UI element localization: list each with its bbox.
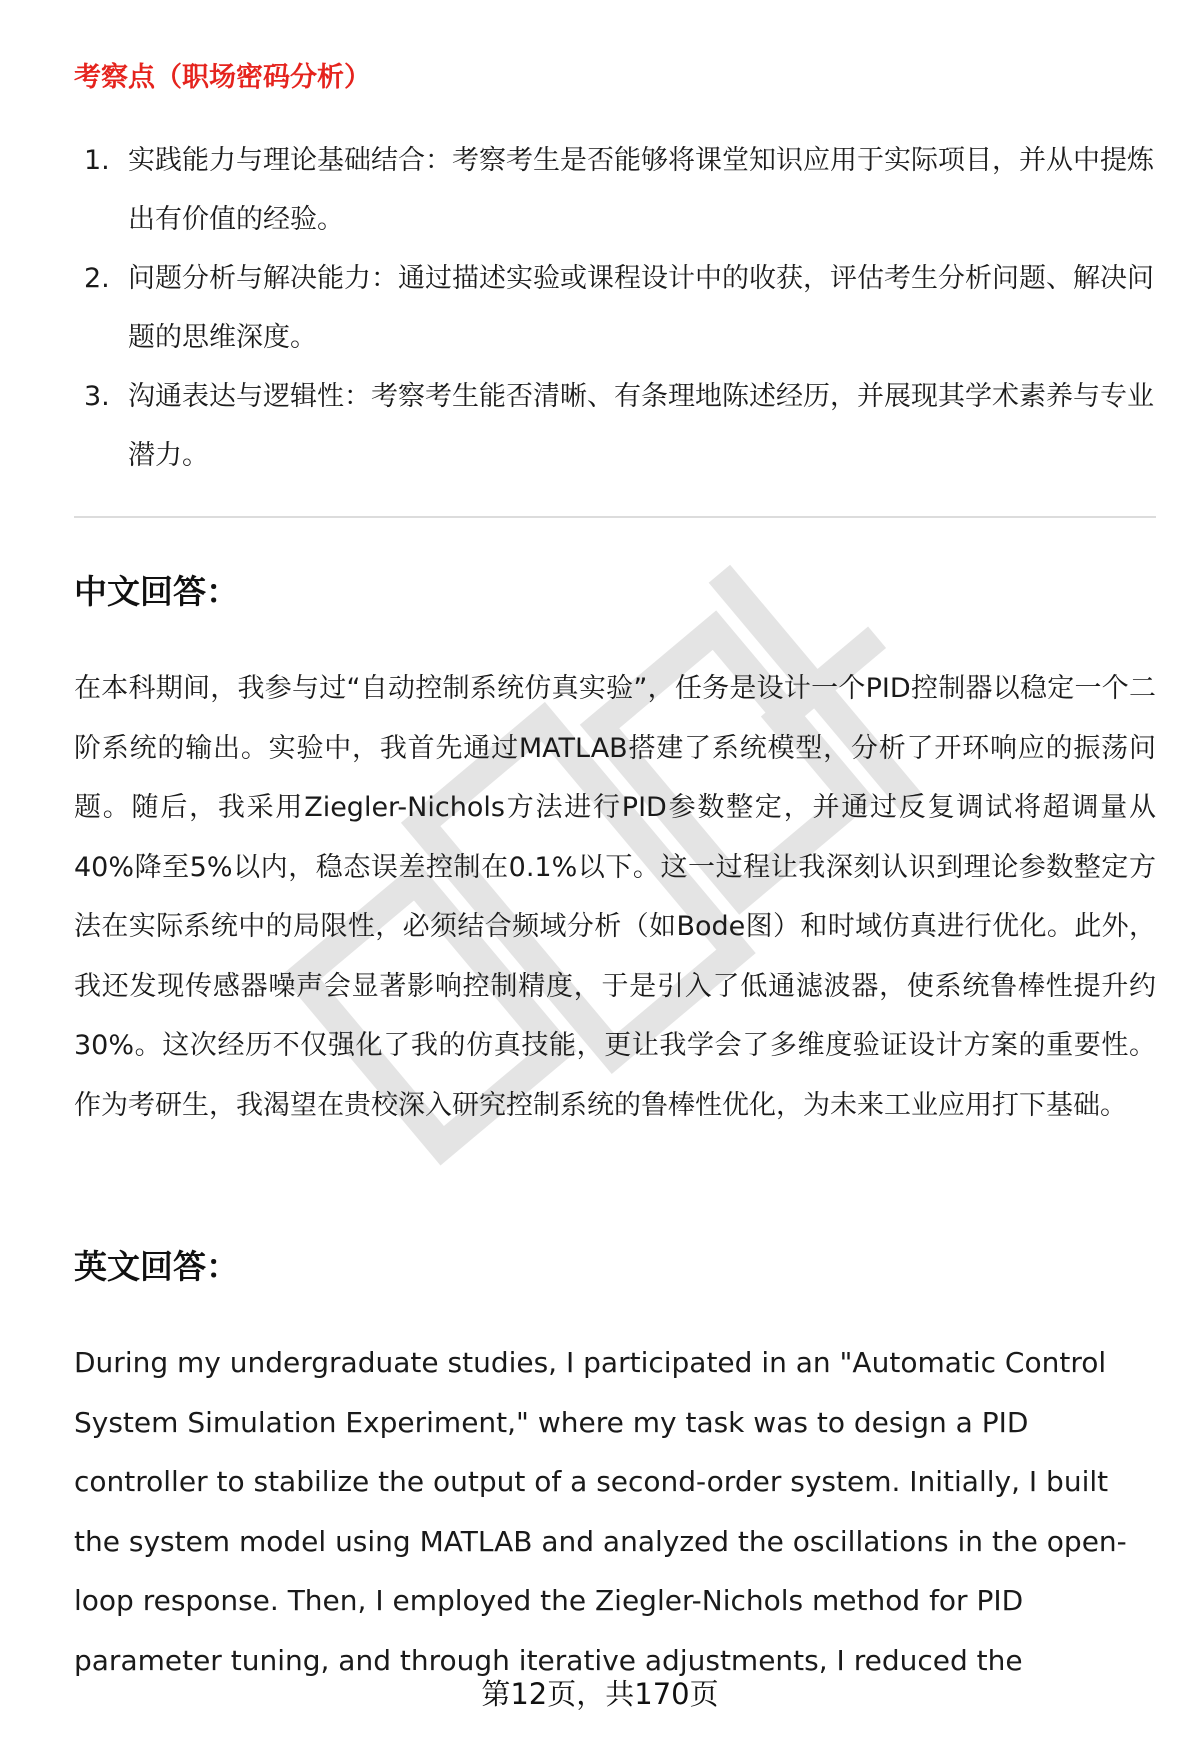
point-text: 实践能力与理论基础结合：考察考生是否能够将课堂知识应用于实际项目，并从中提炼出有价值的经验。 bbox=[128, 145, 1154, 235]
chinese-answer-heading: 中文回答： bbox=[74, 572, 239, 611]
point-number: 3. bbox=[84, 381, 110, 412]
point-number: 1. bbox=[84, 145, 110, 176]
assessment-point bbox=[74, 249, 1154, 367]
section-divider bbox=[74, 516, 1156, 518]
assessment-points-list bbox=[74, 131, 1154, 485]
english-answer-body: During my undergraduate studies, I participated in an "Automatic Control System Simulation Experiment," where my task was to design a PID controller to stabilize the output of a second-order system. Initially, I built the system model using MATLAB and analyzed the oscillations in the open-loop response. Then, I employed the Ziegler-Nichols method for PID parameter tuning, and through iterative adjustments, I reduced the bbox=[74, 1346, 1127, 1677]
point-text: 沟通表达与逻辑性：考察考生能否清晰、有条理地陈述经历，并展现其学术素养与专业潜力。 bbox=[128, 381, 1154, 471]
english-answer-heading: 英文回答： bbox=[74, 1247, 239, 1286]
assessment-title: 考察点（职场密码分析） bbox=[74, 62, 371, 93]
assessment-point bbox=[74, 131, 1154, 249]
page-number-footer: 第12页，共170页 bbox=[481, 1677, 719, 1711]
assessment-point bbox=[74, 367, 1154, 485]
point-number: 2. bbox=[84, 263, 110, 294]
chinese-answer-body: 在本科期间，我参与过“自动控制系统仿真实验”，任务是设计一个PID控制器以稳定一个二阶系统的输出。实验中，我首先通过MATLAB搭建了系统模型，分析了开环响应的振荡问题。随后，我采用Ziegler-Nichols方法进行PID参数整定，并通过反复调试将超调量从40%降至5%以内，稳态误差控制在0.1%以下。这一过程让我深刻认识到理论参数整定方法在实际系统中的局限性，必须结合频域分析（如Bode图）和时域仿真进行优化。此外，我还发现传感器噪声会显著影响控制精度，于是引入了低通滤波器，使系统鲁棒性提升约30%。这次经历不仅强化了我的仿真技能，更让我学会了多维度验证设计方案的重要性。作为考研生，我渴望在贵校深入研究控制系统的鲁棒性优化，为未来工业应用打下基础。 bbox=[74, 673, 1156, 1121]
point-text: 问题分析与解决能力：通过描述实验或课程设计中的收获，评估考生分析问题、解决问题的思维深度。 bbox=[128, 263, 1154, 353]
